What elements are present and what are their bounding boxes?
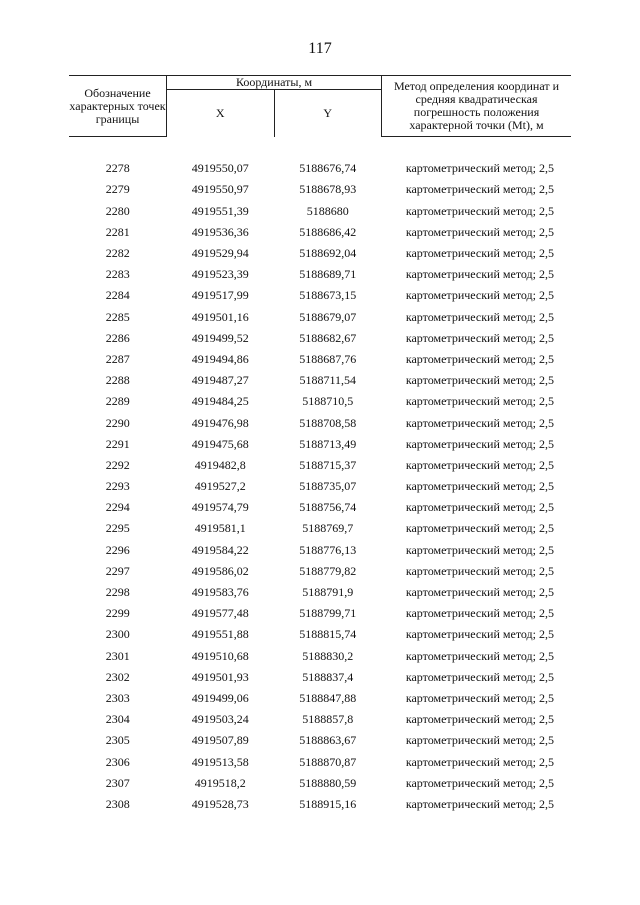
coord-y: 5188710,5 [302, 394, 354, 409]
method: картометрический метод; 2,5 [405, 309, 554, 324]
method: картометрический метод; 2,5 [405, 351, 554, 366]
table-row [69, 773, 571, 794]
table-row [69, 497, 571, 518]
coord-x: 4919482,8 [194, 457, 246, 472]
header-y: Y [274, 90, 382, 137]
coord-y: 5188779,82 [299, 563, 357, 578]
coord-x: 4919529,94 [191, 246, 249, 261]
coord-x: 4919499,06 [191, 690, 249, 705]
point-id: 2290 [105, 415, 130, 430]
point-id: 2292 [105, 457, 130, 472]
table-row [69, 730, 571, 751]
coord-y: 5188679,07 [299, 309, 357, 324]
method: картометрический метод; 2,5 [405, 669, 554, 684]
coord-x: 4919513,58 [191, 754, 249, 769]
table-row [69, 476, 571, 497]
coord-y: 5188682,67 [299, 330, 357, 345]
table-row [69, 540, 571, 561]
point-id: 2303 [105, 690, 130, 705]
coord-y: 5188708,58 [299, 415, 357, 430]
method: картометрический метод; 2,5 [405, 479, 554, 494]
point-id: 2301 [105, 648, 130, 663]
method: картометрический метод; 2,5 [405, 796, 554, 811]
method: картометрический метод; 2,5 [405, 775, 554, 790]
coord-x: 4919476,98 [191, 415, 249, 430]
method: картометрический метод; 2,5 [405, 712, 554, 727]
method: картометрический метод; 2,5 [405, 500, 554, 515]
coord-y: 5188769,7 [302, 521, 354, 536]
table-row [69, 412, 571, 433]
coord-x: 4919586,02 [191, 563, 249, 578]
method: картометрический метод; 2,5 [405, 288, 554, 303]
coord-y: 5188713,49 [299, 436, 357, 451]
point-id: 2282 [105, 246, 130, 261]
coord-x: 4919523,39 [191, 267, 249, 282]
coord-y: 5188678,93 [299, 182, 357, 197]
coord-y: 5188776,13 [299, 542, 357, 557]
method: картометрический метод; 2,5 [405, 648, 554, 663]
coord-y: 5188837,4 [302, 669, 354, 684]
coord-y: 5188686,42 [299, 224, 357, 239]
method: картометрический метод; 2,5 [405, 457, 554, 472]
point-id: 2300 [105, 627, 130, 642]
table-row [69, 391, 571, 412]
method: картометрический метод; 2,5 [405, 521, 554, 536]
coord-y: 5188715,37 [299, 457, 357, 472]
method: картометрический метод; 2,5 [405, 606, 554, 621]
coord-y: 5188687,76 [299, 351, 357, 366]
table-row [69, 624, 571, 645]
coord-x: 4919518,2 [194, 775, 246, 790]
coord-y: 5188673,15 [299, 288, 357, 303]
coord-y: 5188863,67 [299, 733, 357, 748]
table-row [69, 518, 571, 539]
coord-y: 5188880,59 [299, 775, 357, 790]
table-row [69, 243, 571, 264]
table-row [69, 794, 571, 815]
table-row [69, 561, 571, 582]
method: картометрический метод; 2,5 [405, 267, 554, 282]
coord-x: 4919507,89 [191, 733, 249, 748]
table-row [69, 709, 571, 730]
coord-x: 4919528,73 [191, 796, 249, 811]
point-id: 2299 [105, 606, 130, 621]
point-id: 2285 [105, 309, 130, 324]
table-row [69, 222, 571, 243]
coord-x: 4919517,99 [191, 288, 249, 303]
table-row [69, 349, 571, 370]
point-id: 2278 [105, 161, 130, 176]
coord-x: 4919527,2 [194, 479, 246, 494]
point-id: 2279 [105, 182, 130, 197]
point-id: 2284 [105, 288, 130, 303]
point-id: 2289 [105, 394, 130, 409]
table-row [69, 603, 571, 624]
coord-y: 5188815,74 [299, 627, 357, 642]
table-row [69, 307, 571, 328]
coord-x: 4919550,07 [191, 161, 249, 176]
method: картометрический метод; 2,5 [405, 394, 554, 409]
method: картометрический метод; 2,5 [405, 161, 554, 176]
coord-y: 5188870,87 [299, 754, 357, 769]
table-row [69, 370, 571, 391]
coord-y: 5188756,74 [299, 500, 357, 515]
point-id: 2304 [105, 712, 130, 727]
table-row [69, 667, 571, 688]
method: картометрический метод; 2,5 [405, 330, 554, 345]
table-row [69, 434, 571, 455]
coord-y: 5188857,8 [302, 712, 354, 727]
point-id: 2296 [105, 542, 130, 557]
method: картометрический метод; 2,5 [405, 436, 554, 451]
coord-x: 4919551,88 [191, 627, 249, 642]
coord-y: 5188689,71 [299, 267, 357, 282]
coord-y: 5188676,74 [299, 161, 357, 176]
table-row [69, 264, 571, 285]
table-row [69, 751, 571, 772]
method: картометрический метод; 2,5 [405, 690, 554, 705]
coord-x: 4919550,97 [191, 182, 249, 197]
point-id: 2281 [105, 224, 130, 239]
point-id: 2287 [105, 351, 130, 366]
coord-y: 5188680 [306, 203, 349, 218]
method: картометрический метод; 2,5 [405, 754, 554, 769]
point-id: 2294 [105, 500, 130, 515]
coord-x: 4919574,79 [191, 500, 249, 515]
table-row [69, 582, 571, 603]
point-id: 2302 [105, 669, 130, 684]
coord-x: 4919501,93 [191, 669, 249, 684]
table-row [69, 179, 571, 200]
coord-x: 4919536,36 [191, 224, 249, 239]
point-id: 2280 [105, 203, 130, 218]
coord-x: 4919584,22 [191, 542, 249, 557]
coord-x: 4919494,86 [191, 351, 249, 366]
coord-x: 4919475,68 [191, 436, 249, 451]
point-id: 2306 [105, 754, 130, 769]
table-row [69, 201, 571, 222]
method: картометрический метод; 2,5 [405, 224, 554, 239]
point-id: 2286 [105, 330, 130, 345]
method: картометрический метод; 2,5 [405, 373, 554, 388]
coord-y: 5188847,88 [299, 690, 357, 705]
point-id: 2288 [105, 373, 130, 388]
point-id: 2305 [105, 733, 130, 748]
method: картометрический метод; 2,5 [405, 203, 554, 218]
point-id: 2298 [105, 585, 130, 600]
coord-y: 5188791,9 [302, 585, 354, 600]
point-id: 2291 [105, 436, 130, 451]
coord-x: 4919551,39 [191, 203, 249, 218]
header-x: X [167, 90, 275, 137]
table-row [69, 285, 571, 306]
method: картометрический метод; 2,5 [405, 585, 554, 600]
header-coordinates: Координаты, м [167, 76, 382, 90]
point-id: 2295 [105, 521, 130, 536]
table-row [69, 688, 571, 709]
method: картометрический метод; 2,5 [405, 627, 554, 642]
page-number: 117 [308, 40, 332, 57]
coordinates-table [69, 75, 571, 815]
method: картометрический метод; 2,5 [405, 733, 554, 748]
coord-x: 4919503,24 [191, 712, 249, 727]
coord-y: 5188735,07 [299, 479, 357, 494]
coord-y: 5188915,16 [299, 796, 357, 811]
coord-y: 5188692,04 [299, 246, 357, 261]
header-method: Метод определения координат и средняя квадратическая погрешность положения характерной точки (Mt), м [382, 76, 572, 137]
point-id: 2297 [105, 563, 130, 578]
method: картометрический метод; 2,5 [405, 542, 554, 557]
table-row [69, 328, 571, 349]
table-header [69, 76, 571, 137]
table-row [69, 646, 571, 667]
coord-x: 4919499,52 [191, 330, 249, 345]
coord-x: 4919581,1 [194, 521, 246, 536]
coord-y: 5188799,71 [299, 606, 357, 621]
method: картометрический метод; 2,5 [405, 246, 554, 261]
coord-x: 4919510,68 [191, 648, 249, 663]
method: картометрический метод; 2,5 [405, 563, 554, 578]
method: картометрический метод; 2,5 [405, 415, 554, 430]
point-id: 2307 [105, 775, 130, 790]
coord-y: 5188711,54 [299, 373, 357, 388]
coord-x: 4919484,25 [191, 394, 249, 409]
coord-x: 4919501,16 [191, 309, 249, 324]
method: картометрический метод; 2,5 [405, 182, 554, 197]
point-id: 2308 [105, 796, 130, 811]
point-id: 2293 [105, 479, 130, 494]
coord-x: 4919583,76 [191, 585, 249, 600]
table-row [69, 158, 571, 179]
point-id: 2283 [105, 267, 130, 282]
coord-x: 4919577,48 [191, 606, 249, 621]
table-row [69, 455, 571, 476]
coord-y: 5188830,2 [302, 648, 354, 663]
coord-x: 4919487,27 [191, 373, 249, 388]
header-designation: Обозначение характерных точек границы [69, 76, 167, 137]
table-body [69, 137, 571, 816]
